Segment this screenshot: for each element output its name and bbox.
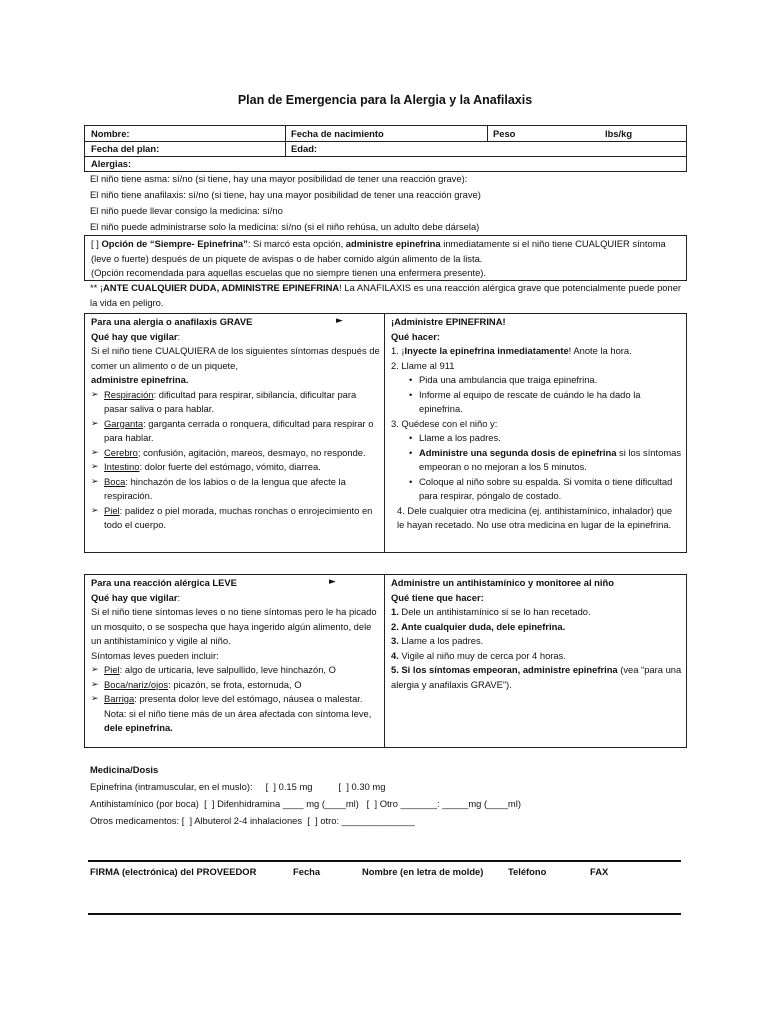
symptom-text: ; confusión, agitación, mareos, desmayo, no responde. — [137, 446, 366, 458]
arrow-right-icon: ► — [329, 577, 336, 587]
step-number: 3. — [391, 635, 399, 646]
age-label: Edad: — [291, 143, 318, 154]
option-label: Opción de “Siempre- Epinefrina” — [101, 238, 248, 249]
list-item: • Pida una ambulancia que traiga epinefrina. — [409, 373, 683, 388]
symptom-name: Piel — [104, 664, 120, 675]
severe-intro-bold: administre epinefrina. — [91, 374, 189, 385]
mild-watch-colon: : — [177, 591, 181, 603]
symptom-item — [91, 663, 381, 678]
step-number: 4. — [391, 649, 399, 661]
severe-reaction-section — [84, 313, 687, 553]
list-item: • Informe al equipo de rescate de cuándo le ha dado la epinefrina. — [409, 388, 683, 417]
symptom-item — [91, 504, 381, 533]
step-number: 1. ¡ — [391, 345, 405, 356]
section-divider — [384, 575, 385, 747]
step-bold: Inyecte la epinefrina inmediatamente — [404, 345, 569, 356]
step-call-911: 2. Llame al 911 — [391, 359, 455, 371]
step3-list — [391, 431, 683, 504]
step-text: Llame a los padres. — [398, 635, 484, 646]
signature-bottom-rule — [88, 913, 681, 915]
weight-label: Peso — [493, 128, 516, 139]
weight-unit-label: lbs/kg — [605, 128, 633, 139]
step-number: 2. — [391, 620, 399, 632]
antihistamine-dose-line: Antihistamínico (por boca) [ ] Difenhidramina ____ mg (____ml) [ ] Otro _______: _____mg (____ml) — [90, 798, 521, 809]
mild-step — [391, 620, 683, 635]
severe-right-column — [391, 315, 683, 533]
symptom-item — [91, 460, 381, 475]
medicine-heading: Medicina/Dosis — [90, 764, 159, 775]
always-epinephrine-option — [84, 235, 687, 281]
birthdate-label: Fecha de nacimiento — [291, 128, 384, 139]
date-label: Fecha — [293, 866, 321, 877]
column-divider — [487, 126, 488, 141]
arrow-right-icon: ► — [336, 316, 343, 326]
mild-intro-2: Síntomas leves pueden incluir: — [91, 649, 219, 661]
mild-note-text: Nota: si el niño tiene más de un área afectada con síntoma leve, — [104, 707, 372, 719]
antihistamine-title: Administre un antihistamínico y monitoree al niño — [391, 577, 614, 588]
step-bold: Ante cualquier duda, dele epinefrina. — [398, 620, 566, 632]
symptom-item — [91, 417, 381, 446]
step-text: Dele un antihistamínico si se lo han recetado. — [398, 606, 591, 617]
symptom-text: : algo de urticaria, leve salpullido, leve hinchazón, O — [119, 664, 336, 675]
step-stay: 3. Quédese con el niño y: — [391, 417, 498, 429]
mild-step — [391, 605, 683, 620]
symptom-text: : dificultad para respirar, sibilancia, dificultar para pasar saliva o para hablar. — [104, 388, 357, 414]
mild-step — [391, 663, 683, 692]
symptom-text: : hinchazón de los labios o de la lengua que afecte la respiración. — [104, 475, 346, 501]
print-name-label: Nombre (en letra de molde) — [362, 866, 484, 877]
mild-note-bold: dele epinefrina. — [104, 722, 173, 733]
symptom-text: : picazón, se frota, estornuda, O — [168, 678, 302, 690]
severe-symptom-list — [91, 388, 381, 533]
symptom-item — [91, 692, 381, 707]
anaphylaxis-question: El niño tiene anafilaxis: sí/no (si tiene, hay una mayor posibilidad de tener una reacción grave) — [90, 189, 481, 200]
symptom-name: Garganta — [104, 417, 144, 429]
option-bold-text: administre epinefrina — [345, 238, 441, 249]
mild-left-column — [91, 576, 381, 736]
warning-bold: ANTE CUALQUIER DUDA, ADMINISTRE EPINEFRINA — [103, 282, 340, 293]
mild-watch-heading: Qué hay que vigilar — [91, 591, 178, 603]
symptom-name: Intestino — [104, 461, 140, 472]
mild-note — [91, 707, 381, 736]
symptom-item — [91, 446, 381, 461]
administer-epinephrine-title: ¡Administre EPINEFRINA! — [391, 316, 506, 327]
step-text: ! Anote la hora. — [568, 345, 632, 356]
what-to-do-heading: Qué hacer: — [391, 330, 440, 342]
warning-text — [90, 281, 682, 310]
symptom-name: Barriga — [104, 693, 135, 704]
epinephrine-dose-line: Epinefrina (intramuscular, en el muslo): [ ] 0.15 mg [ ] 0.30 mg — [90, 781, 386, 792]
list-item-text: si los síntomas empeoran o no mejoran a los 5 minutos. — [419, 446, 682, 472]
step-number: 5. — [391, 664, 399, 675]
mild-reaction-section — [84, 574, 687, 748]
step-text: (vea “para una alergia y anafilaxis GRAVE”). — [391, 664, 682, 690]
warning-body: ! La ANAFILAXIS es una reacción alérgica grave que potencialmente puede poner la vida en peligro. — [90, 282, 682, 308]
severe-left-column — [91, 315, 381, 533]
symptom-name: Piel — [104, 504, 120, 516]
option-text: : Si marcó esta opción, — [247, 238, 346, 249]
signature-top-rule — [88, 860, 681, 862]
asthma-question: El niño tiene asma: sí/no (si tiene, hay una mayor posibilidad de tener una reacción grave): — [90, 173, 468, 184]
symptom-name: Respiración — [104, 388, 154, 400]
option-checkbox[interactable]: [ ] — [91, 238, 99, 249]
self-administer-question: El niño puede administrarse solo la medicina: sí/no (si el niño rehúsa, un adulto debe dársela) — [90, 221, 480, 232]
list-item — [409, 446, 683, 475]
severe-watch-heading: Qué hay que vigilar — [91, 330, 178, 342]
carry-medicine-question: El niño puede llevar consigo la medicina: sí/no — [90, 205, 283, 216]
severe-watch-colon: : — [177, 330, 181, 342]
symptom-name: Boca — [104, 475, 126, 487]
list-item: • Coloque al niño sobre su espalda. Si vomita o tiene dificultad para respirar, póngalo de costado. — [409, 475, 683, 504]
allergies-label: Alergias: — [91, 158, 132, 169]
symptom-item — [91, 475, 381, 504]
step-bold: Si los síntomas empeoran, administre epinefrina — [398, 664, 618, 675]
mild-step — [391, 634, 683, 649]
mild-step — [391, 649, 683, 664]
plan-date-label: Fecha del plan: — [91, 143, 160, 154]
mild-what-to-do-heading: Qué tiene que hacer: — [391, 591, 484, 603]
name-label: Nombre: — [91, 128, 130, 139]
mild-title: Para una reacción alérgica LEVE — [91, 577, 237, 588]
step2-list — [391, 373, 683, 417]
section-divider — [384, 314, 385, 552]
symptom-text: : palidez o piel morada, muchas ronchas o enrojecimiento en todo el cuerpo. — [104, 504, 373, 530]
patient-info-table — [84, 125, 687, 172]
phone-label: Teléfono — [508, 866, 547, 877]
mild-intro: Si el niño tiene síntomas leves o no tiene síntomas pero le ha picado un mosquito, o se sospecha que haya ingerido algún alimento, dele un antihistamínico y vigile al niño. — [91, 606, 377, 646]
symptom-text: : presenta dolor leve del estómago, náusea o malestar. — [134, 693, 363, 704]
symptom-item — [91, 678, 381, 693]
step-text: Vigile al niño muy de cerca por 4 horas. — [398, 649, 566, 661]
symptom-name: Cerebro — [104, 446, 138, 458]
other-medicine-line: Otros medicamentos: [ ] Albuterol 2-4 inhalaciones [ ] otro: ______________ — [90, 815, 415, 826]
symptom-item — [91, 388, 381, 417]
mild-symptom-list — [91, 663, 381, 707]
step-other-medicine: 4. Dele cualquier otra medicina (ej. antihistamínico, inhalador) que le hayan recetado. No use otra medicina en lugar de la epinefrina. — [397, 504, 673, 530]
fax-label: FAX — [590, 866, 609, 877]
list-item: • Llame a los padres. — [409, 431, 683, 446]
symptom-text: : garganta cerrada o ronquera, dificultad para respirar o para hablar. — [104, 417, 374, 443]
symptom-name: Boca/nariz/ojos — [104, 678, 169, 690]
symptom-text: : dolor fuerte del estómago, vómito, diarrea. — [139, 461, 321, 472]
option-text-rest: inmediatamente si el niño tiene CUALQUIER síntoma (leve o fuerte) después de un piquete de avispas o de haber comido algún alimento de la lista. — [91, 238, 666, 264]
warning-prefix: ** ¡ — [90, 282, 104, 293]
option-note: (Opción recomendada para aquellas escuelas que no siempre tienen una enfermera presente). — [91, 267, 487, 278]
provider-signature-label: FIRMA (electrónica) del PROVEEDOR — [90, 866, 257, 877]
severe-title: Para una alergia o anafilaxis GRAVE — [91, 316, 253, 327]
severe-intro: Si el niño tiene CUALQUIERA de los siguientes síntomas después de comer un alimento o de un piquete, — [91, 345, 380, 371]
mild-right-column — [391, 576, 683, 692]
list-item-bold: Administre una segunda dosis de epinefrina — [419, 446, 617, 458]
document-title: Plan de Emergencia para la Alergia y la Anafilaxis — [237, 93, 533, 107]
step-number: 1. — [391, 606, 399, 617]
